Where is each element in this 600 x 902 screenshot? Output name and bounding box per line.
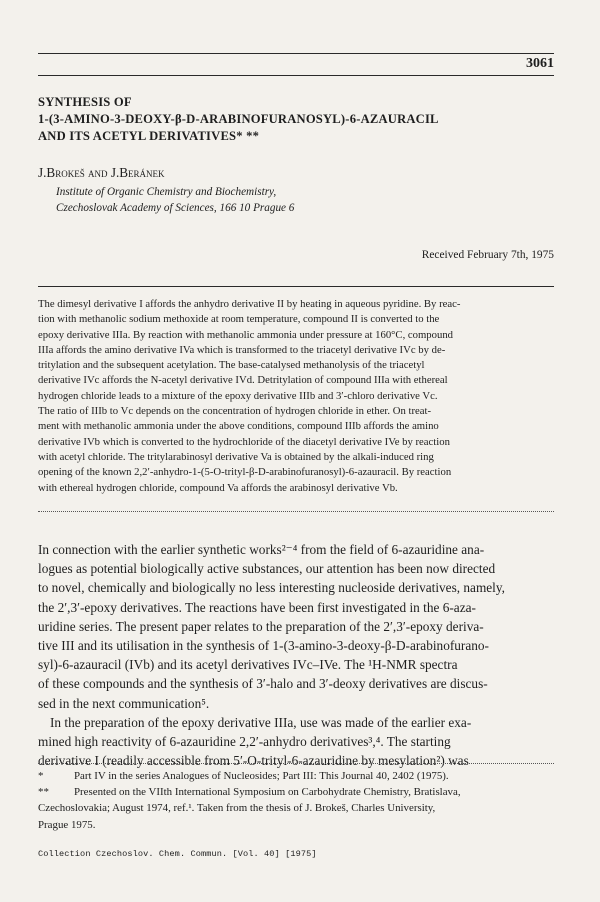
abstract-line: tion with methanolic sodium methoxide at room temperature, compound II is converted to the [38,313,440,326]
affiliation [56,184,294,216]
footnote-continuation: Czechoslovakia; August 1974, ref.¹. Taken from the thesis of J. Brokeš, Charles University, [38,802,436,815]
abstract-line: derivative IVc affords the N-acetyl derivative IVd. Detritylation of compound IIIa with ethereal [38,374,448,387]
authors: J.Brokeš and J.Beránek [38,165,165,180]
abstract-rule-bottom [38,511,554,512]
header-rule-bottom [38,75,554,76]
footnote-mark: * [38,770,44,782]
body-line: derivative I (readily accessible from 5′-O-trityl-6-azauridine by mesylation²) was [38,753,469,769]
abstract-line: IIIa affords the amino derivative IVa which is transformed to the triacetyl derivative IVc by de- [38,343,446,356]
body-line: mined high reactivity of 6-azauridine 2,2′-anhydro derivatives³,⁴. The starting [38,734,451,750]
abstract [38,297,554,496]
footnote-text: Part IV in the series Analogues of Nucleosides; Part III: This Journal 40, 2402 (1975). [74,770,449,782]
page-number: 3061 [526,56,554,71]
footnote-1 [38,768,554,784]
body-line: In connection with the earlier synthetic works²⁻⁴ from the field of 6-azauridine ana- [38,542,485,557]
abstract-line: with acetyl chloride. The tritylarabinosyl derivative Va is obtained by the alkali-induced ring [38,450,434,463]
article-title [38,94,568,145]
body-line: syl)-6-azauracil (IVb) and its acetyl derivatives IVc–IVe. The ¹H-NMR spectra [38,657,458,673]
header-rule-top [38,53,554,54]
footnote-text: Presented on the VIIth International Symposium on Carbohydrate Chemistry, Bratislava, [74,786,461,799]
abstract-line: opening of the known 2,2′-anhydro-1-(5-O-trityl-β-D-arabinofuranosyl)-6-azauracil. By reaction [38,466,452,479]
footnotes [38,768,554,833]
title-line: AND ITS ACETYL DERIVATIVES* ** [38,129,260,143]
abstract-line: The ratio of IIIb to Vc depends on the concentration of hydrogen chloride in ether. On treat- [38,405,432,418]
body-line: the 2′,3′-epoxy derivatives. The reactions have been first investigated in the 6-aza- [38,599,476,615]
body-line: of these compounds and the synthesis of 3′-halo and 3′-deoxy derivatives are discus- [38,676,488,692]
footnote-2 [38,784,554,800]
body-line: logues as potential biologically active substances, our attention has been now directed [38,561,496,577]
abstract-line: ment with methanolic ammonia under the above conditions, compound IIIb affords the amino [38,420,439,433]
body-line: In the preparation of the epoxy derivative IIIa, use was made of the earlier exa- [50,714,472,730]
abstract-line: tritylation and the subsequent acetylation. The base-catalysed methanolysis of the triacetyl [38,359,425,372]
abstract-line: epoxy derivative IIIa. By reaction with methanolic ammonia under pressure at 160°C, compound [38,328,454,341]
abstract-line: hydrogen chloride leads to a mixture of the epoxy derivative IIIb and 3′-chloro derivative Vc. [38,389,438,402]
affiliation-line: Czechoslovak Academy of Sciences, 166 10 Prague 6 [56,202,295,214]
abstract-line: The dimesyl derivative I affords the anhydro derivative II by heating in aqueous pyridine. By reac- [38,298,461,310]
title-line: SYNTHESIS OF [38,95,132,109]
body-line: sed in the next communication⁵. [38,695,210,711]
received-date: Received February 7th, 1975 [421,249,554,261]
abstract-rule-top [38,286,554,287]
abstract-line: with ethereal hydrogen chloride, compound Va affords the arabinosyl derivative Vb. [38,481,398,494]
body-line: tive III and its utilisation in the synthesis of 1-(3-amino-3-deoxy-β-D-arabinofurano- [38,638,489,654]
body-line: uridine series. The present paper relates to the preparation of the 2′,3′-epoxy deriva- [38,618,484,634]
footnote-continuation: Prague 1975. [38,818,96,831]
title-line: 1-(3-AMINO-3-DEOXY-β-D-ARABINOFURANOSYL)-6-AZAURACIL [38,112,439,126]
abstract-line: derivative IVb which is converted to the hydrochloride of the diacetyl derivative IVe by reaction [38,435,450,448]
journal-footer: Collection Czechoslov. Chem. Commun. [Vol. 40] [1975] [38,849,317,859]
body-line: to novel, chemically and biologically no less interesting nucleoside derivatives, namely, [38,580,505,596]
body-text [38,540,554,770]
footnote-mark: ** [38,786,49,799]
footnote-rule [38,763,554,764]
affiliation-line: Institute of Organic Chemistry and Biochemistry, [56,186,277,198]
